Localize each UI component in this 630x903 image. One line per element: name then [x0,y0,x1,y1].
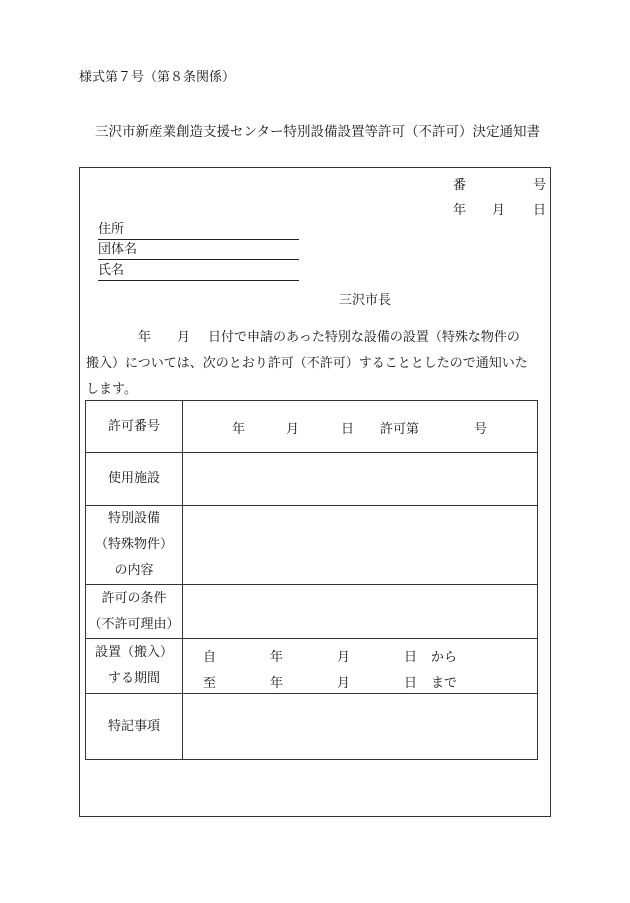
period-to-month: 月 [337,676,351,691]
body-text-line-3: します。 [86,382,137,397]
permit-no-prefix: 許可第 [380,422,420,437]
period-from-year: 年 [270,650,284,665]
notes-label: 特記事項 [86,694,183,760]
recipient-name-label: 氏名 [98,263,125,278]
table-row [86,453,538,506]
table-row [86,694,538,760]
period-label-line-1: 設置（搬入） [94,645,173,660]
recipient-organization-field[interactable] [98,242,299,260]
equipment-label-line-3: の内容 [114,563,154,578]
notes-cell[interactable] [183,694,538,760]
body-year: 年 [138,330,152,345]
issuer-title: 三沢市長 [339,293,392,308]
permit-number-cell[interactable] [183,401,538,453]
reference-number-suffix: 号 [533,178,547,193]
issue-date-day: 日 [533,203,547,218]
body-text-line-2: 搬入）については、次のとおり許可（不許可）することとしたので通知いた [86,356,528,371]
reference-number-label: 番 [453,178,467,193]
period-to-marker: 至 [203,676,217,691]
facility-label: 使用施設 [86,453,183,506]
permit-day: 日 [341,422,355,437]
recipient-name-field[interactable] [98,263,299,281]
condition-label [86,585,183,639]
period-from-day: 日 [404,650,418,665]
table-row [86,401,538,453]
condition-label-line-2: （不許可理由） [88,616,180,632]
equipment-label-line-1: 特別設備 [107,511,160,526]
period-to-suffix: まで [431,676,458,691]
permit-number-label: 許可番号 [86,401,183,453]
permit-no-suffix: 号 [474,422,488,437]
condition-cell[interactable] [183,585,538,639]
permit-detail-table [85,400,538,760]
issue-date-year: 年 [453,203,467,218]
body-line-1-text: 日付で申請のあった特別な設備の設置（特殊な物件の [208,330,520,345]
period-from-marker: 自 [203,650,217,665]
recipient-organization-label: 団体名 [98,242,138,257]
facility-cell[interactable] [183,453,538,506]
table-row [86,506,538,585]
period-cell[interactable] [183,639,538,694]
period-to-year: 年 [270,676,284,691]
form-number: 様式第７号（第８条関係） [79,70,236,85]
period-from-month: 月 [337,650,351,665]
issue-date-month: 月 [492,203,506,218]
period-from-suffix: から [431,650,458,665]
recipient-address-field[interactable] [98,222,299,240]
equipment-label-line-2: （特殊物件） [94,537,173,552]
equipment-cell[interactable] [183,506,538,585]
equipment-label [86,506,183,585]
permit-year: 年 [232,422,246,437]
recipient-address-label: 住所 [98,222,125,237]
period-to-day: 日 [404,676,418,691]
condition-label-line-1: 許可の条件 [101,590,167,606]
period-label-line-2: する期間 [107,671,160,686]
table-row [86,585,538,639]
table-row [86,639,538,694]
permit-month: 月 [286,422,300,437]
body-month: 月 [177,330,191,345]
document-title: 三沢市新産業創造支援センター特別設備設置等許可（不許可）決定通知書 [95,124,540,140]
period-label [86,639,183,694]
